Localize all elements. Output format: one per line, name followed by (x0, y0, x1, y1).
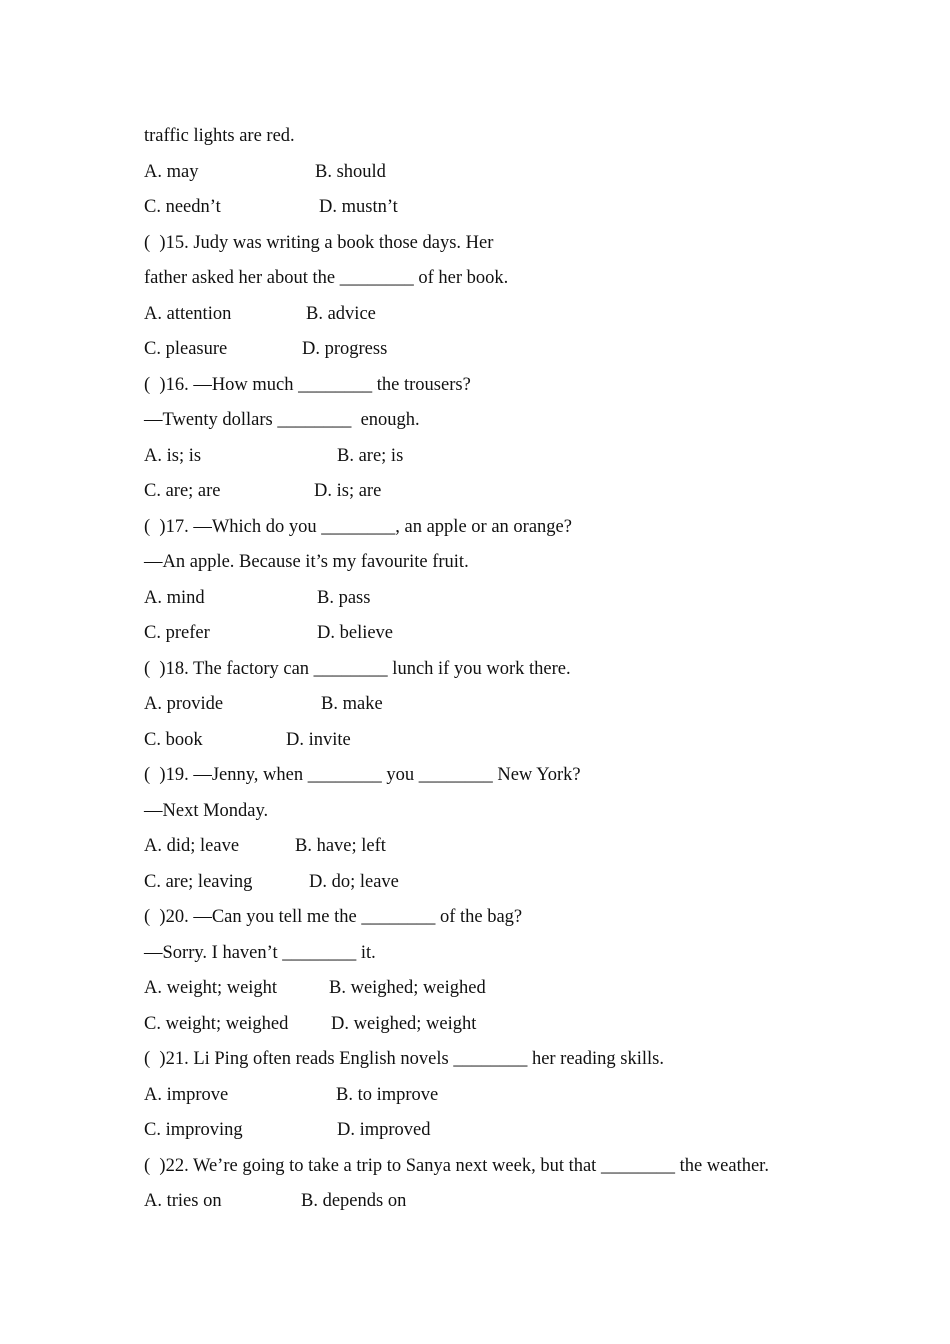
option-a: A. provide (144, 694, 224, 714)
option-row (144, 615, 394, 651)
question-stem-line: ( )15. Judy was writing a book those days. Her (144, 233, 494, 253)
question-stem-line: —An apple. Because it’s my favourite fruit. (144, 552, 469, 572)
option-b: B. to improve (336, 1085, 439, 1105)
option-a: A. may (144, 162, 199, 182)
question-stem-line: father asked her about the ________ of her book. (144, 268, 509, 288)
option-row (144, 438, 404, 474)
option-b: B. make (321, 694, 383, 714)
option-c: C. improving (144, 1120, 243, 1140)
option-row (144, 154, 386, 190)
question-stem-line: —Next Monday. (144, 801, 269, 821)
option-row (144, 1006, 477, 1042)
option-b: B. weighed; weighed (329, 978, 486, 998)
option-d: D. invite (286, 730, 351, 750)
option-row (144, 296, 376, 332)
option-d: D. improved (337, 1120, 431, 1140)
question-stem-line: ( )21. Li Ping often reads English novels ________ her reading skills. (144, 1049, 664, 1069)
option-row (144, 1183, 407, 1219)
option-c: C. prefer (144, 623, 210, 643)
question-stem-line: —Sorry. I haven’t ________ it. (144, 943, 376, 963)
option-row (144, 970, 486, 1006)
option-a: A. weight; weight (144, 978, 278, 998)
option-d: D. believe (317, 623, 394, 643)
option-row (144, 1112, 431, 1148)
option-row (144, 864, 399, 900)
option-row (144, 722, 351, 758)
option-a: A. mind (144, 588, 205, 608)
option-c: C. are; leaving (144, 872, 253, 892)
option-b: B. pass (317, 588, 371, 608)
option-row (144, 331, 388, 367)
option-b: B. have; left (295, 836, 386, 856)
option-d: D. mustn’t (319, 197, 398, 217)
question-stem-line: ( )17. —Which do you ________, an apple or an orange? (144, 517, 572, 537)
option-row (144, 473, 382, 509)
option-b: B. depends on (301, 1191, 407, 1211)
option-row (144, 828, 386, 864)
question-stem-line: —Twenty dollars ________ enough. (144, 410, 420, 430)
question-stem-line: ( )16. —How much ________ the trousers? (144, 375, 471, 395)
option-b: B. advice (306, 304, 376, 324)
option-d: D. do; leave (309, 872, 399, 892)
option-b: B. should (315, 162, 386, 182)
option-a: A. is; is (144, 446, 202, 466)
option-c: C. are; are (144, 481, 221, 501)
option-row (144, 580, 371, 616)
question-stem-line: ( )20. —Can you tell me the ________ of the bag? (144, 907, 523, 927)
option-d: D. is; are (314, 481, 382, 501)
option-c: C. needn’t (144, 197, 221, 217)
option-a: A. attention (144, 304, 232, 324)
option-c: C. book (144, 730, 203, 750)
option-b: B. are; is (337, 446, 404, 466)
option-a: A. did; leave (144, 836, 240, 856)
option-d: D. progress (302, 339, 388, 359)
question-stem-line: ( )18. The factory can ________ lunch if you work there. (144, 659, 571, 679)
option-row (144, 686, 383, 722)
option-c: C. weight; weighed (144, 1014, 289, 1034)
option-a: A. improve (144, 1085, 229, 1105)
option-row (144, 1077, 439, 1113)
question-stem-line: ( )22. We’re going to take a trip to Sanya next week, but that ________ the weather. (144, 1156, 769, 1176)
option-a: A. tries on (144, 1191, 222, 1211)
option-row (144, 189, 398, 225)
option-c: C. pleasure (144, 339, 228, 359)
option-d: D. weighed; weight (331, 1014, 477, 1034)
question-stem-line: ( )19. —Jenny, when ________ you ________ New York? (144, 765, 581, 785)
question-stem-line: traffic lights are red. (144, 126, 295, 146)
